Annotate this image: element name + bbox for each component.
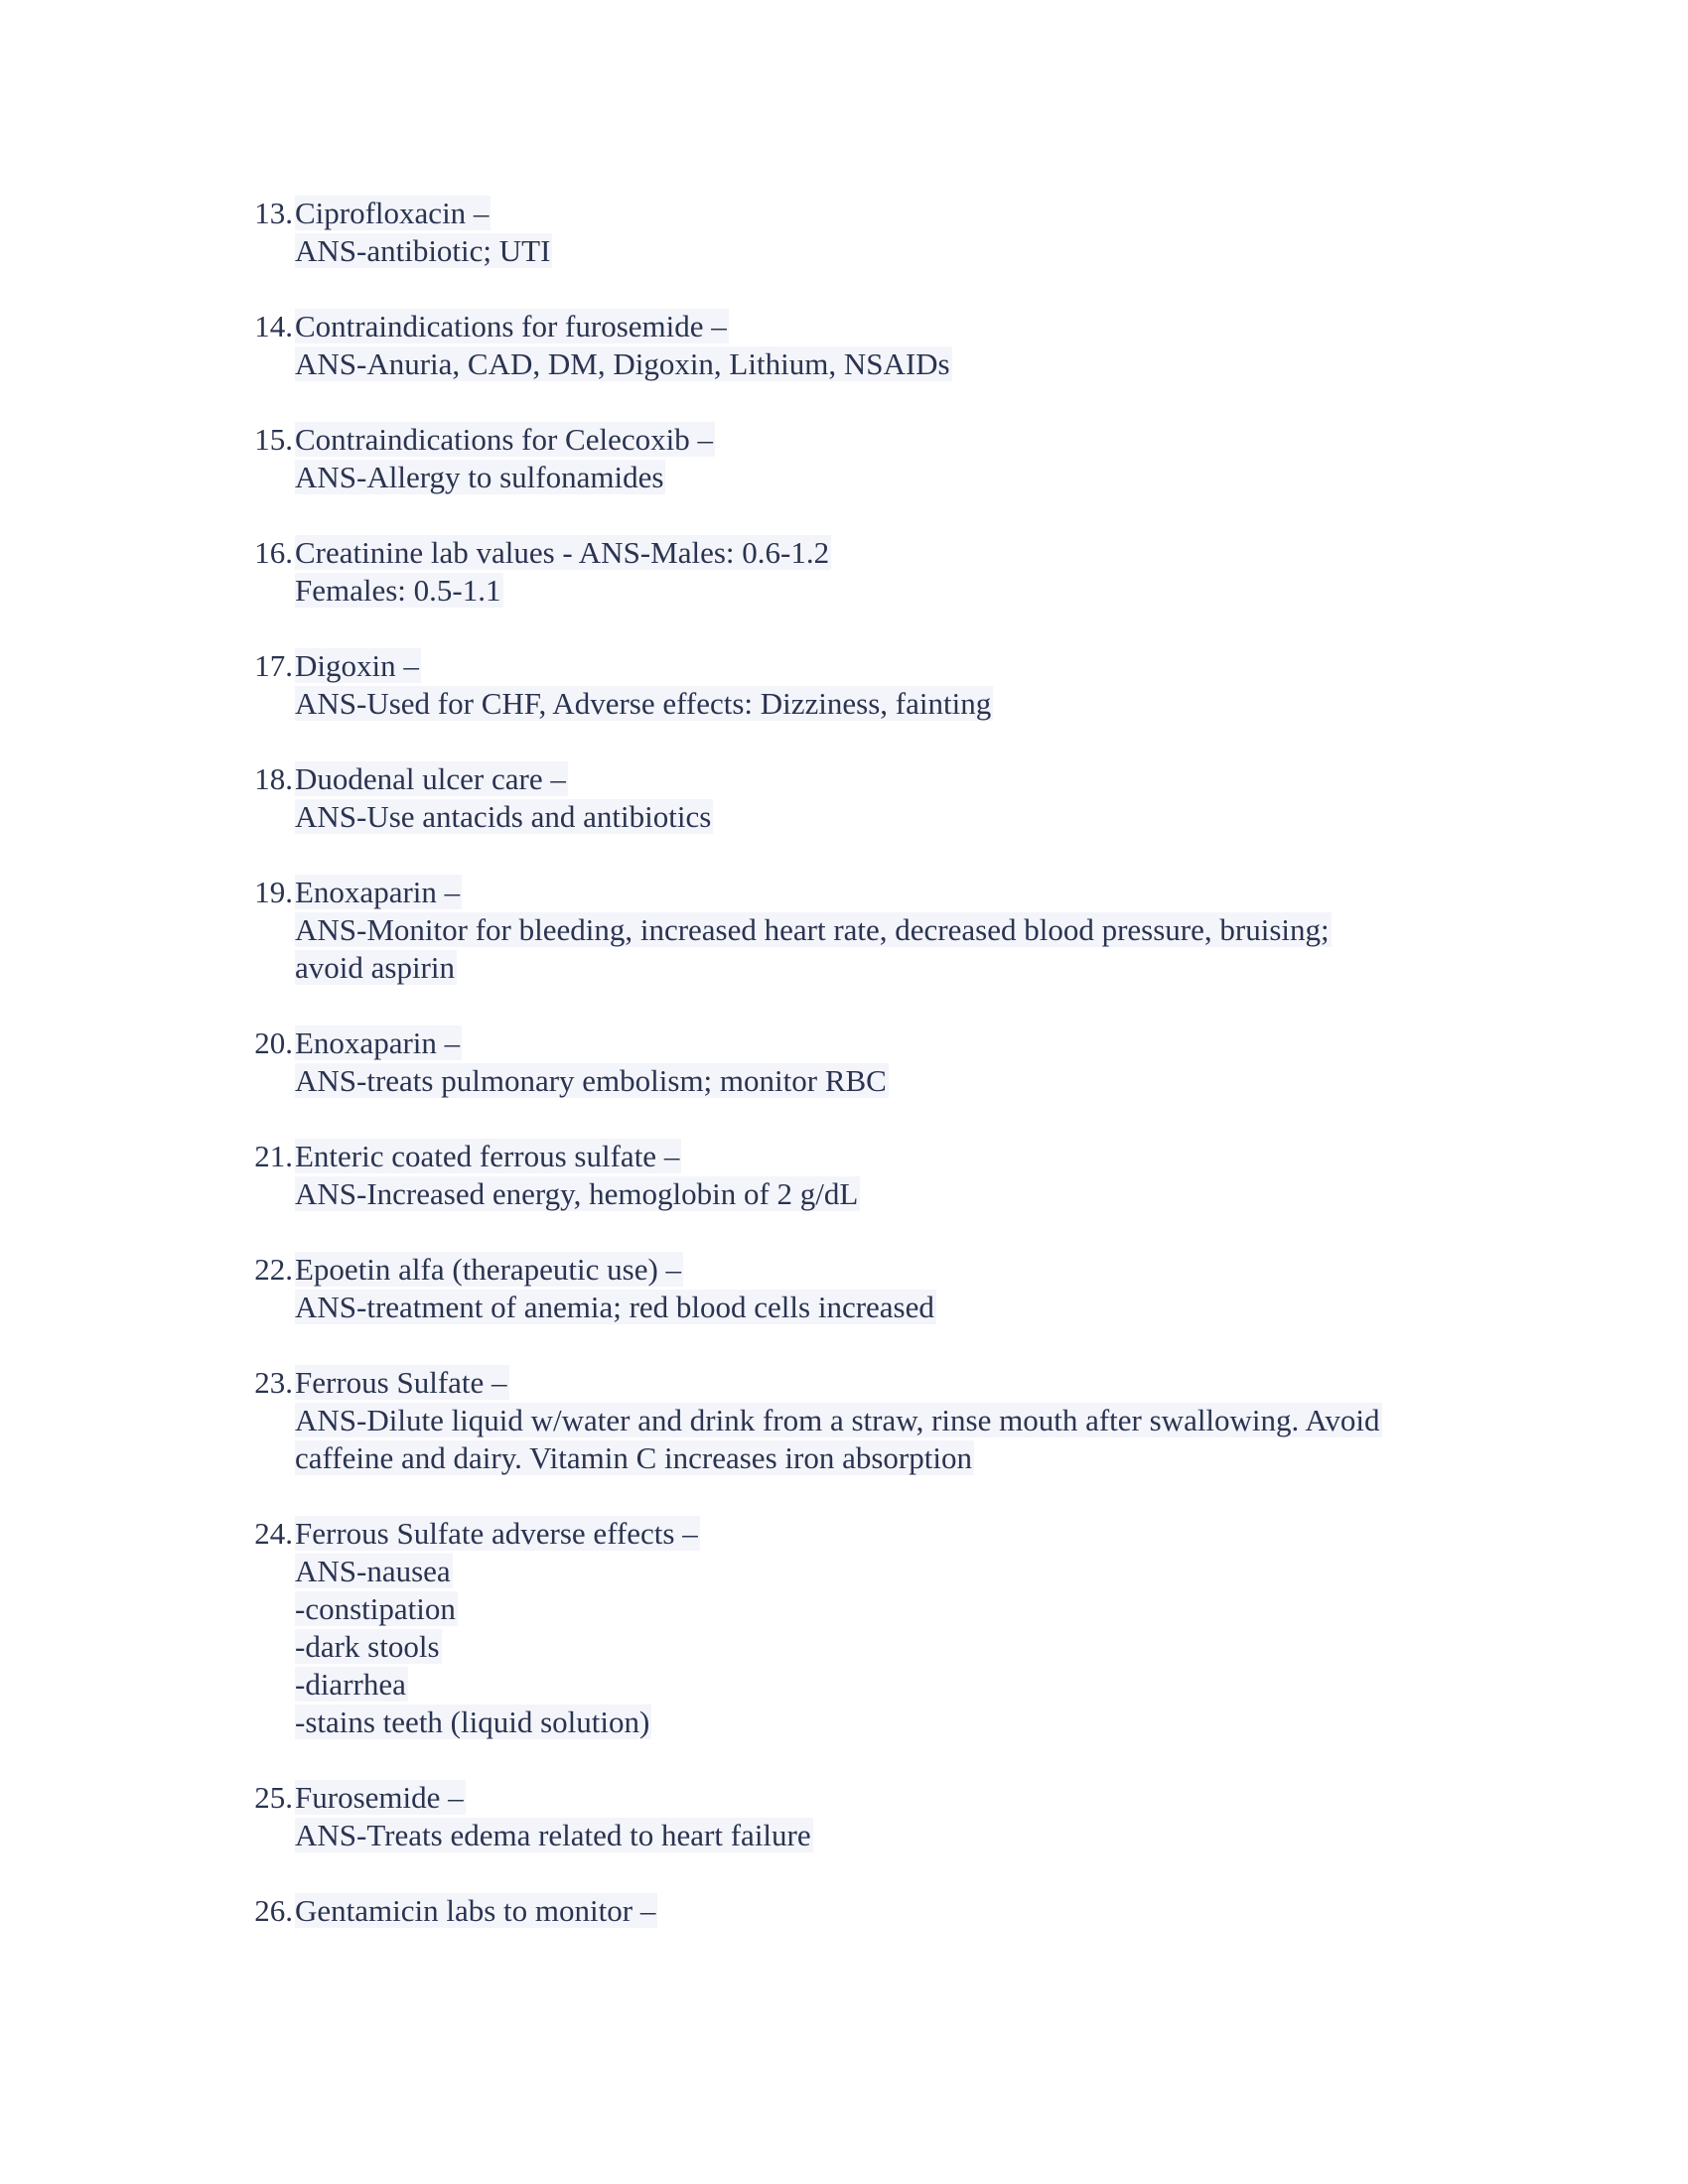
answer-line (295, 1553, 1688, 1590)
list-item (0, 308, 1688, 383)
question-line (295, 534, 1688, 572)
item-text (295, 1364, 1688, 1477)
item-number: 24. (254, 1516, 293, 1551)
question-line (295, 1892, 1688, 1930)
item-number: 15. (254, 422, 293, 457)
item-number: 21. (254, 1139, 293, 1173)
answer-line (295, 459, 1688, 496)
line-text: caffeine and dairy. Vitamin C increases iron absorption (295, 1440, 972, 1475)
question-line (295, 1251, 1688, 1289)
line-text: Enteric coated ferrous sulfate – (295, 1139, 680, 1173)
answer-line (295, 949, 1688, 987)
item-number: 26. (254, 1893, 293, 1928)
list-item (0, 534, 1688, 610)
question-line (295, 1138, 1688, 1175)
line-text: ANS-Used for CHF, Adverse effects: Dizziness, fainting (295, 686, 992, 721)
item-text (295, 1024, 1688, 1100)
line-text: -stains teeth (liquid solution) (295, 1705, 650, 1739)
line-text: ANS-treatment of anemia; red blood cells increased (295, 1290, 934, 1324)
list-item (0, 647, 1688, 723)
line-text: ANS-Use antacids and antibiotics (295, 799, 712, 834)
line-text: avoid aspirin (295, 950, 455, 985)
line-text: ANS-Allergy to sulfonamides (295, 460, 664, 494)
answer-line (295, 1289, 1688, 1326)
item-text (295, 195, 1688, 270)
answer-line (295, 1666, 1688, 1704)
item-number: 18. (254, 761, 293, 796)
line-text: Duodenal ulcer care – (295, 761, 566, 796)
item-number: 19. (254, 875, 293, 909)
item-number: 17. (254, 648, 293, 683)
item-text (295, 1779, 1688, 1854)
question-line (295, 421, 1688, 459)
item-number: 22. (254, 1252, 293, 1287)
answer-line (295, 798, 1688, 836)
answer-line (295, 1062, 1688, 1100)
line-text: ANS-Anuria, CAD, DM, Digoxin, Lithium, NSAIDs (295, 346, 950, 381)
question-line (295, 1779, 1688, 1817)
list-item (0, 1251, 1688, 1326)
answer-line (295, 1439, 1688, 1477)
line-text: ANS-nausea (295, 1554, 451, 1588)
answer-line (295, 232, 1688, 270)
list-item (0, 760, 1688, 836)
answer-line (295, 911, 1688, 949)
item-number: 20. (254, 1025, 293, 1060)
line-text: Ferrous Sulfate – (295, 1365, 507, 1400)
answer-line (295, 685, 1688, 723)
answer-line (295, 1628, 1688, 1666)
list-item (0, 1779, 1688, 1854)
line-text: ANS-Monitor for bleeding, increased heart rate, decreased blood pressure, bruising; (295, 912, 1330, 947)
question-line (295, 195, 1688, 232)
answer-line (295, 1590, 1688, 1628)
answer-line (295, 1175, 1688, 1213)
list-item (0, 421, 1688, 496)
list-item (0, 1364, 1688, 1477)
line-text: Creatinine lab values - ANS-Males: 0.6-1.2 (295, 535, 830, 570)
question-line (295, 1515, 1688, 1553)
item-text (295, 308, 1688, 383)
line-text: Furosemide – (295, 1780, 464, 1815)
line-text: Ciprofloxacin – (295, 196, 490, 230)
line-text: -diarrhea (295, 1667, 406, 1702)
line-text: Females: 0.5-1.1 (295, 573, 501, 608)
item-number: 16. (254, 535, 293, 570)
answer-line (295, 1704, 1688, 1741)
question-line (295, 647, 1688, 685)
answer-line (295, 345, 1688, 383)
item-text (295, 534, 1688, 610)
list-item (0, 1892, 1688, 1930)
line-text: Enoxaparin – (295, 1025, 461, 1060)
line-text: Epoetin alfa (therapeutic use) – (295, 1252, 682, 1287)
item-text (295, 1892, 1688, 1930)
item-text (295, 1138, 1688, 1213)
question-line (295, 1364, 1688, 1402)
list-item (0, 1138, 1688, 1213)
question-line (295, 760, 1688, 798)
list-item (0, 195, 1688, 270)
line-text: ANS-antibiotic; UTI (295, 233, 551, 268)
line-text: ANS-treats pulmonary embolism; monitor RBC (295, 1063, 887, 1098)
item-text (295, 1515, 1688, 1741)
item-text (295, 421, 1688, 496)
line-text: Ferrous Sulfate adverse effects – (295, 1516, 698, 1551)
line-text: -constipation (295, 1591, 456, 1626)
answer-line (295, 1402, 1688, 1439)
item-number: 23. (254, 1365, 293, 1400)
item-number: 13. (254, 196, 293, 230)
question-line (295, 308, 1688, 345)
line-text: Enoxaparin – (295, 875, 461, 909)
list-item (0, 1515, 1688, 1741)
line-text: Contraindications for furosemide – (295, 309, 727, 343)
line-text: ANS-Dilute liquid w/water and drink from a straw, rinse mouth after swallowing. Avoid (295, 1403, 1380, 1437)
line-text: ANS-Increased energy, hemoglobin of 2 g/dL (295, 1176, 859, 1211)
list-item (0, 874, 1688, 987)
line-text: Digoxin – (295, 648, 419, 683)
answer-line (295, 1817, 1688, 1854)
item-text (295, 1251, 1688, 1326)
item-text (295, 647, 1688, 723)
line-text: Contraindications for Celecoxib – (295, 422, 713, 457)
question-list (0, 195, 1688, 1968)
line-text: ANS-Treats edema related to heart failure (295, 1818, 811, 1852)
answer-line (295, 572, 1688, 610)
line-text: -dark stools (295, 1629, 440, 1664)
item-number: 25. (254, 1780, 293, 1815)
question-line (295, 1024, 1688, 1062)
item-text (295, 760, 1688, 836)
line-text: Gentamicin labs to monitor – (295, 1893, 656, 1928)
item-text (295, 874, 1688, 987)
item-number: 14. (254, 309, 293, 343)
list-item (0, 1024, 1688, 1100)
question-line (295, 874, 1688, 911)
